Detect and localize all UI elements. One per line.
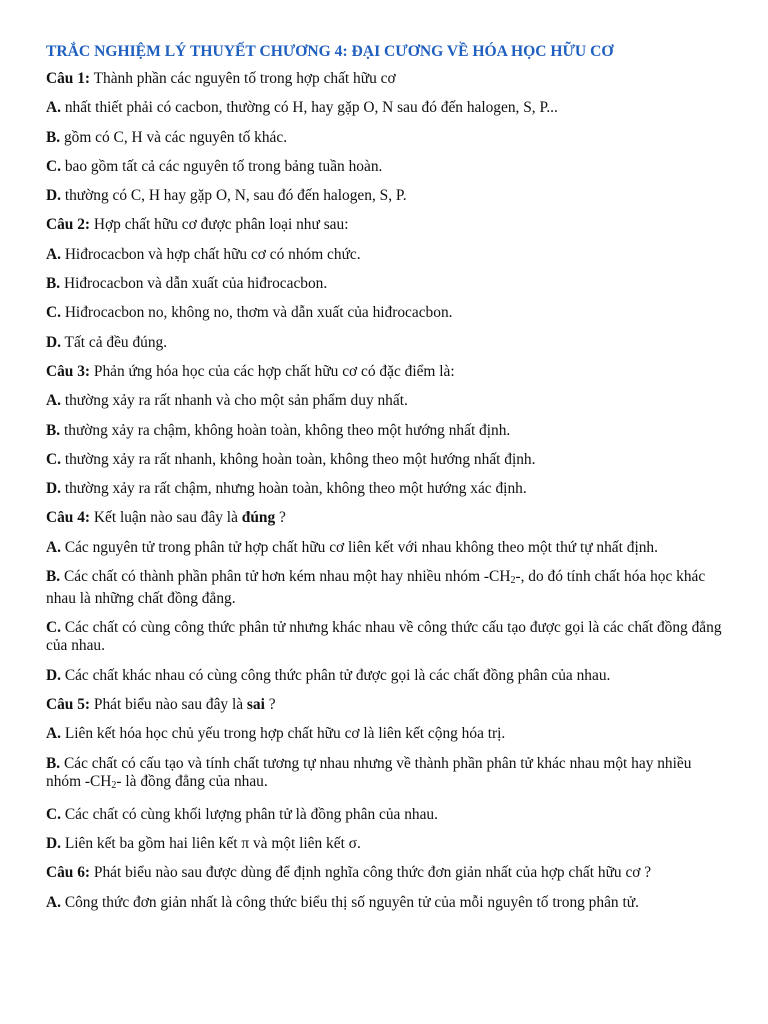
option-letter: B. <box>46 128 61 146</box>
option-3b <box>46 422 726 440</box>
question-1 <box>46 70 726 88</box>
option-text-end: - là đồng đẳng của nhau. <box>116 772 268 790</box>
option-5a <box>46 725 726 743</box>
question-text: Thành phần các nguyên tố trong hợp chất hữu cơ <box>90 70 396 87</box>
option-3a <box>46 392 726 410</box>
option-letter: B. <box>46 275 61 293</box>
option-text: Các chất có cùng công thức phân tử nhưng khác nhau về công thức cấu tạo được gọi là các chất đồng đẳng của nhau. <box>46 619 722 655</box>
question-text: Phát biểu nào sau đây là <box>90 695 247 713</box>
option-text: thường xảy ra rất chậm, nhưng hoàn toàn, không theo một hướng xác định. <box>60 480 527 498</box>
emphasis-word: sai <box>246 695 265 713</box>
option-text: Các chất có cấu tạo và tính chất tương tự nhau nhưng về thành phần phân tử khác nhau một hay nhiều nhóm -CH <box>46 754 692 790</box>
option-1d <box>46 187 726 205</box>
subscript: 2 <box>510 575 516 587</box>
option-letter: A. <box>46 725 61 743</box>
question-label: Câu 6: <box>46 864 91 882</box>
question-text-end: ? <box>264 695 276 713</box>
option-text: nhất thiết phải có cacbon, thường có H, hay gặp O, N sau đó đến halogen, S, P... <box>60 99 558 117</box>
question-3 <box>46 363 726 381</box>
subscript: 2 <box>111 779 117 791</box>
option-letter: B. <box>46 421 61 439</box>
option-4c <box>46 619 726 655</box>
option-1a <box>46 99 726 117</box>
question-label: Câu 1: <box>46 70 91 87</box>
question-label: Câu 4: <box>46 509 91 527</box>
option-letter: A. <box>46 538 61 556</box>
option-text: thường xảy ra rất nhanh và cho một sản phẩm duy nhất. <box>60 392 408 410</box>
option-letter: A. <box>46 99 61 117</box>
option-text: Liên kết ba gồm hai liên kết π và một liên kết σ. <box>60 835 361 853</box>
option-text: Các chất có thành phần phân tử hơn kém nhau một hay nhiều nhóm -CH <box>60 568 511 586</box>
question-text: Phát biểu nào sau được dùng để định nghĩa công thức đơn giản nhất của hợp chất hữu cơ ? <box>90 864 652 882</box>
option-text: Các nguyên tử trong phân tử hợp chất hữu cơ liên kết với nhau không theo một thứ tự nhất định. <box>60 538 658 556</box>
option-text: Liên kết hóa học chủ yếu trong hợp chất hữu cơ là liên kết cộng hóa trị. <box>60 725 506 743</box>
option-5d <box>46 835 726 853</box>
question-label: Câu 5: <box>46 695 91 713</box>
question-text-end: ? <box>275 509 286 527</box>
option-text: thường xảy ra chậm, không hoàn toàn, không theo một hướng nhất định. <box>60 421 511 439</box>
option-letter: A. <box>46 392 61 410</box>
option-3d <box>46 480 726 498</box>
option-4d <box>46 667 726 685</box>
option-letter: C. <box>46 450 61 468</box>
option-letter: C. <box>46 304 61 322</box>
option-text: Tất cả đều đúng. <box>60 333 168 351</box>
document-title: TRẮC NGHIỆM LÝ THUYẾT CHƯƠNG 4: ĐẠI CƯƠNG VỀ HÓA HỌC HỮU CƠ <box>46 43 614 60</box>
option-letter: D. <box>46 187 61 205</box>
option-text: Các chất khác nhau có cùng công thức phân tử được gọi là các chất đồng phân của nhau. <box>60 666 611 684</box>
question-2 <box>46 216 726 234</box>
option-letter: D. <box>46 666 61 684</box>
option-4b <box>46 568 726 608</box>
option-text: Các chất có cùng khối lượng phân tử là đồng phân của nhau. <box>60 805 438 823</box>
option-text: gồm có C, H và các nguyên tố khác. <box>60 128 288 146</box>
option-letter: C. <box>46 805 61 823</box>
option-letter: D. <box>46 835 61 853</box>
option-text: Hiđrocacbon và hợp chất hữu cơ có nhóm chức. <box>60 245 361 263</box>
option-5b <box>46 755 726 795</box>
option-text: Công thức đơn giản nhất là công thức biểu thị số nguyên tử của mỗi nguyên tố trong phân tử. <box>60 893 639 911</box>
document-page <box>46 40 726 923</box>
option-1b <box>46 129 726 147</box>
question-label: Câu 2: <box>46 216 91 234</box>
option-letter: D. <box>46 480 61 498</box>
option-letter: A. <box>46 893 61 911</box>
option-letter: A. <box>46 245 61 263</box>
option-6a <box>46 894 726 912</box>
emphasis-word: đúng <box>241 509 276 527</box>
question-text: Hợp chất hữu cơ được phân loại như sau: <box>90 216 349 234</box>
option-letter: C. <box>46 157 61 175</box>
question-text: Phản ứng hóa học của các hợp chất hữu cơ có đặc điểm là: <box>90 362 455 380</box>
option-2a <box>46 246 726 264</box>
option-letter: B. <box>46 754 61 772</box>
question-5 <box>46 696 726 714</box>
option-letter: B. <box>46 568 61 586</box>
question-6 <box>46 864 726 882</box>
option-2d <box>46 334 726 352</box>
option-1c <box>46 158 726 176</box>
question-4 <box>46 509 726 527</box>
option-text: thường xảy ra rất nhanh, không hoàn toàn, không theo một hướng nhất định. <box>60 450 536 468</box>
option-2c <box>46 304 726 322</box>
question-label: Câu 3: <box>46 362 91 380</box>
option-4a <box>46 539 726 557</box>
option-5c <box>46 806 726 824</box>
option-letter: D. <box>46 333 61 351</box>
option-2b <box>46 275 726 293</box>
question-text: Kết luận nào sau đây là <box>90 509 242 527</box>
option-text: Hiđrocacbon no, không no, thơm và dẫn xuất của hiđrocacbon. <box>60 304 453 322</box>
option-letter: C. <box>46 619 61 637</box>
option-text: Hiđrocacbon và dẫn xuất của hiđrocacbon. <box>60 275 328 293</box>
option-text: thường có C, H hay gặp O, N, sau đó đến halogen, S, P. <box>60 187 407 205</box>
option-text: bao gồm tất cả các nguyên tố trong bảng tuần hoàn. <box>60 157 383 175</box>
option-text-end: -, do đó tính chất hóa học khác nhau là những chất đồng đẳng. <box>46 568 706 608</box>
option-3c <box>46 451 726 469</box>
